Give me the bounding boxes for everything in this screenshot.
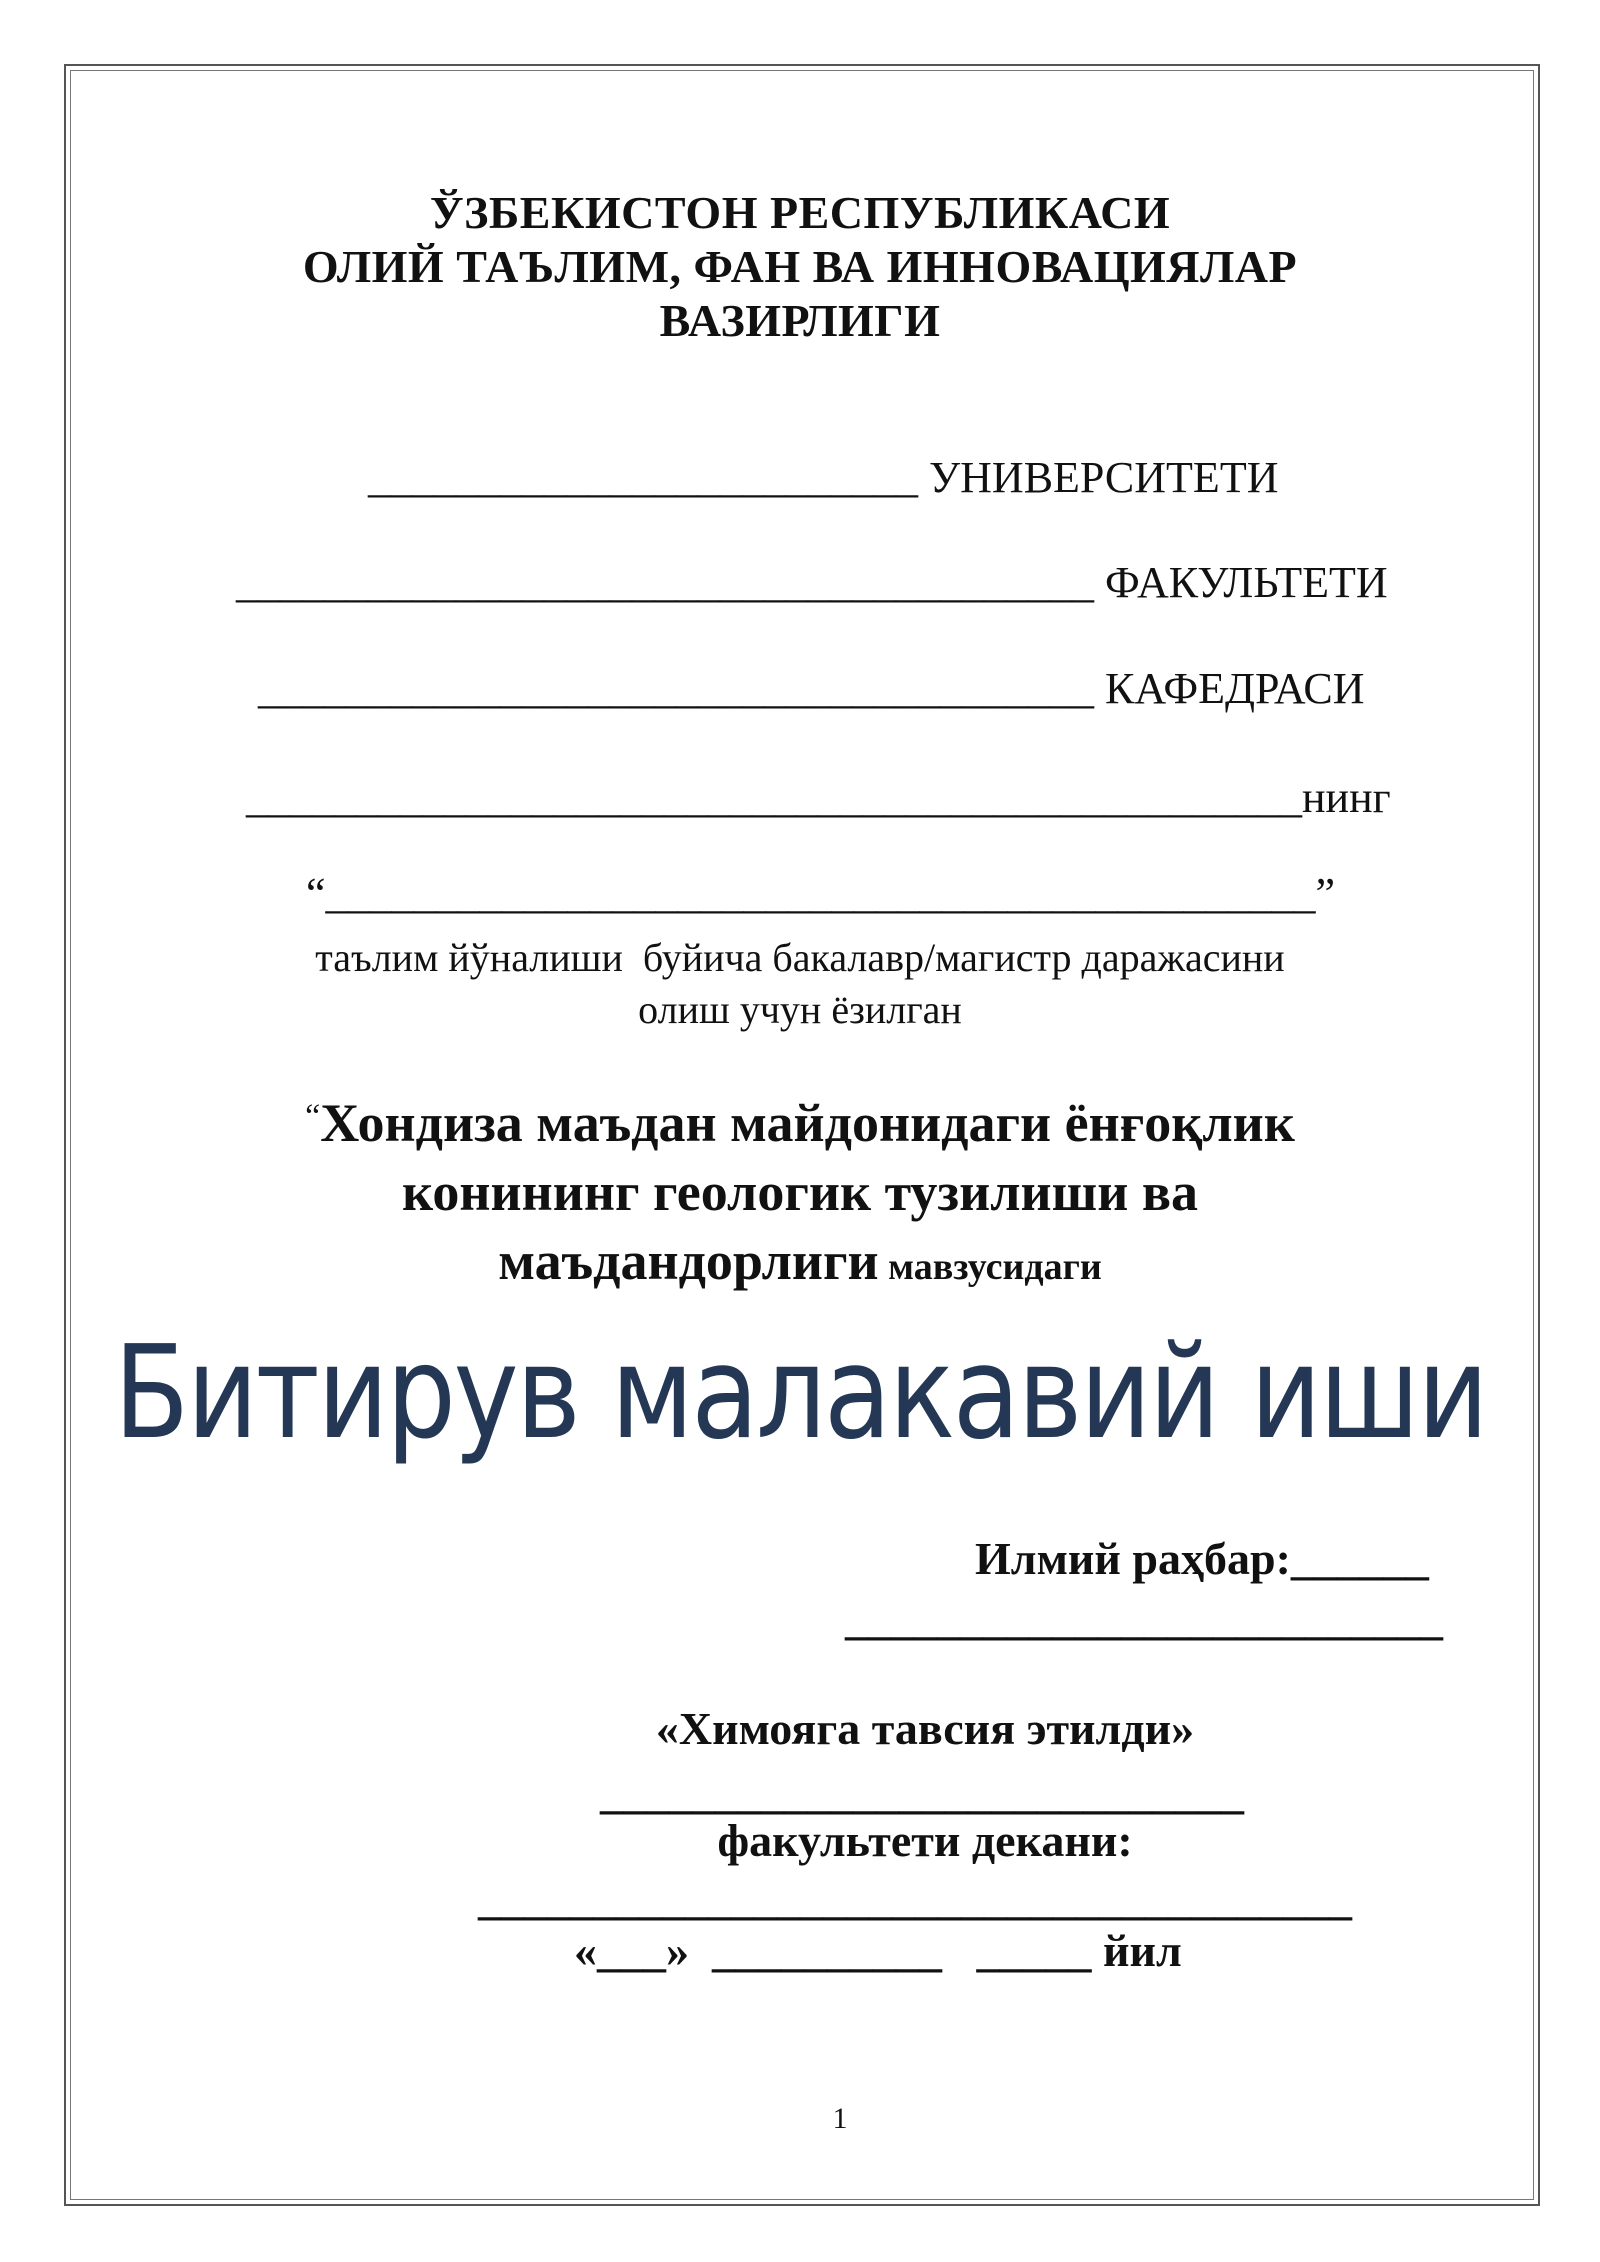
thesis-title: Битирув малакавий иши [113,1319,1487,1468]
topic-line-1-text: Хондиза маъдан майдонидаги ёнғоқлик [320,1093,1295,1153]
recommended-signature-line: ____________________________ [600,1767,1244,1818]
supervisor-signature-line: __________________________ [845,1593,1443,1644]
degree-subtitle-line-2: олиш учун ёзилган [638,987,962,1032]
dean-label: факультети декани: [717,1815,1133,1866]
topic-line-3 [0,1231,1600,1291]
ministry-line-3: ВАЗИРЛИГИ [659,295,941,346]
dean-signature-line: ______________________________________ [478,1873,1352,1924]
university-field: _________________________ УНИВЕРСИТЕТИ [368,453,1279,502]
faculty-field: _______________________________________ ФАКУЛЬТЕТИ [236,558,1388,607]
topic-line-1 [0,1093,1600,1153]
degree-subtitle-line-1: таълим йўналиши буйича бакалавр/магистр даражасини [315,935,1285,980]
topic-open-quote: “ [305,1098,321,1135]
recommended-label: «Химояга тавсия этилди» [655,1703,1195,1754]
page-number: 1 [832,2102,848,2135]
topic-suffix: мавзусидаги [878,1246,1102,1288]
student-name-field: ________________________________________________нинг [246,773,1391,822]
supervisor-label: Илмий раҳбар:______ [975,1533,1429,1584]
date-line: «___» __________ _____ йил [574,1925,1182,1976]
direction-field: “_____________________________________________” [306,869,1336,918]
ministry-line-1: ЎЗБЕКИСТОН РЕСПУБЛИКАСИ [429,187,1171,238]
topic-line-2: конининг геологик тузилиши ва [402,1162,1198,1222]
topic-line-3-text: маъдандорлиги [498,1231,879,1291]
department-field: ______________________________________ КАФЕДРАСИ [258,664,1365,713]
ministry-line-2: ОЛИЙ ТАЪЛИМ, ФАН ВА ИННОВАЦИЯЛАР [302,241,1298,292]
